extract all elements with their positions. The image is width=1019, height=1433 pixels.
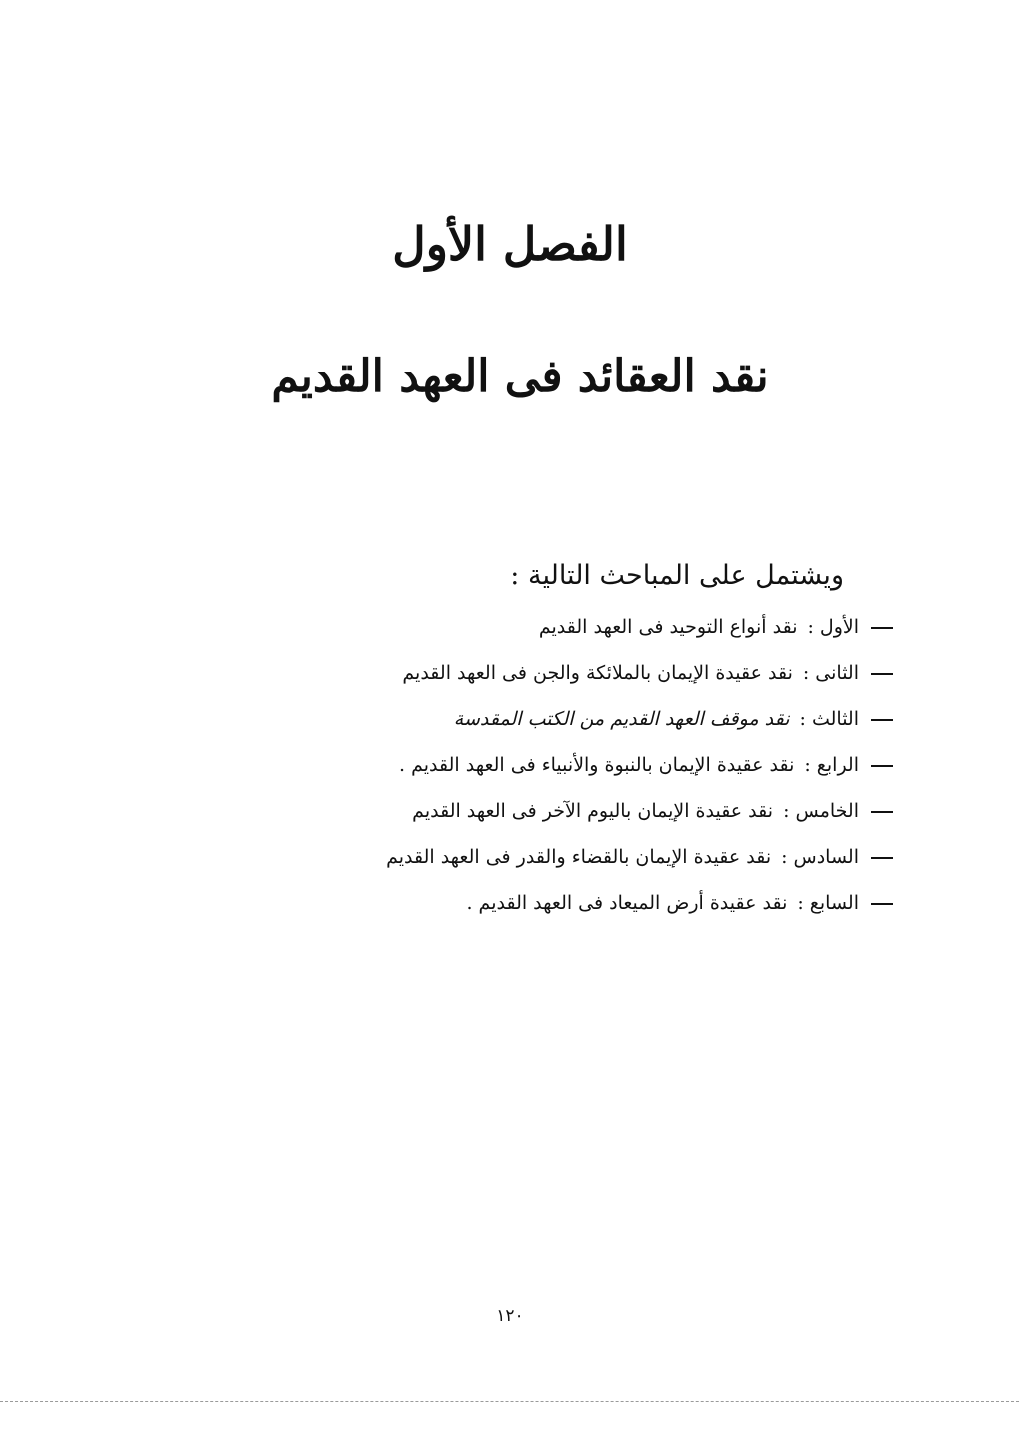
section-title: نقد عقيدة أرض الميعاد فى العهد القديم . [466,892,788,914]
section-title: نقد عقيدة الإيمان بالنبوة والأنبياء فى العهد القديم . [399,754,795,776]
section-item-5: الخامس:نقد عقيدة الإيمان باليوم الآخر فى العهد القديم [333,789,893,835]
section-ordinal: الأول [819,616,859,638]
section-item-6: السادس:نقد عقيدة الإيمان بالقضاء والقدر فى العهد القديم [333,835,893,881]
scan-edge-line [0,1401,1019,1402]
section-title: نقد أنواع التوحيد فى العهد القديم [538,616,798,638]
page-number: ١٢٠ [496,1306,524,1326]
section-item-7: السابع:نقد عقيدة أرض الميعاد فى العهد القديم . [333,881,893,927]
section-item-4: الرابع:نقد عقيدة الإيمان بالنبوة والأنبياء فى العهد القديم . [333,743,893,789]
dash-icon [871,673,893,675]
section-ordinal: السابع [809,892,859,914]
section-ordinal: الخامس [795,800,859,822]
section-item-1: الأول:نقد أنواع التوحيد فى العهد القديم [333,605,893,651]
dash-icon [871,627,893,629]
dash-icon [871,857,893,859]
section-title: نقد عقيدة الإيمان باليوم الآخر فى العهد القديم [412,800,774,822]
sections-list [333,605,893,927]
section-ordinal: الثالث [811,708,859,730]
dash-icon [871,811,893,813]
dash-icon [871,903,893,905]
section-item-3: الثالث:نقد موقف العهد القديم من الكتب المقدسة [333,697,893,743]
section-ordinal: الثانى [815,662,859,684]
dash-icon [871,719,893,721]
section-title: نقد موقف العهد القديم من الكتب المقدسة [453,708,790,730]
section-ordinal: السادس [793,846,859,868]
section-title: نقد عقيدة الإيمان بالقضاء والقدر فى العهد القديم [386,846,772,868]
section-ordinal: الرابع [816,754,859,776]
section-item-2: الثانى:نقد عقيدة الإيمان بالملائكة والجن فى العهد القديم [333,651,893,697]
section-title: نقد عقيدة الإيمان بالملائكة والجن فى العهد القديم [402,662,793,684]
sections-intro: ويشتمل على المباحث التالية : [510,560,844,591]
dash-icon [871,765,893,767]
chapter-title: نقد العقائد فى العهد القديم [271,351,769,402]
chapter-label: الفصل الأول [392,217,628,271]
